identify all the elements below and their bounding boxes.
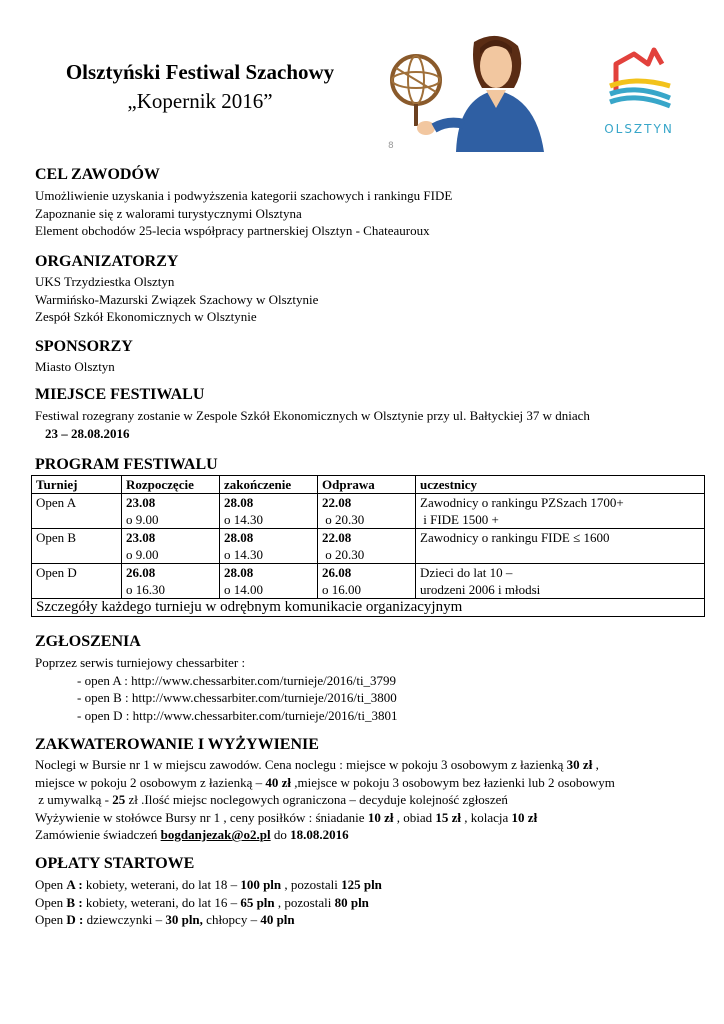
organizer-line: UKS Trzydziestka Olsztyn bbox=[35, 274, 175, 289]
table-row bbox=[32, 494, 705, 529]
section-heading-program: PROGRAM FESTIWALU bbox=[35, 456, 218, 473]
fee-line: Open D : dziewczynki – 30 pln, chłopcy – 40 pln bbox=[35, 912, 295, 927]
festival-subtitle: „Kopernik 2016” bbox=[127, 89, 273, 113]
festival-title: Olsztyński Festiwal Szachowy bbox=[65, 60, 335, 84]
section-heading-oplaty: OPŁATY STARTOWE bbox=[35, 855, 195, 872]
registration-link-open-d[interactable]: - open D : http://www.chessarbiter.com/turnieje/2016/ti_3801 bbox=[77, 707, 398, 723]
start-cell: 23.08 o 9.00 bbox=[122, 494, 220, 529]
festival-dates: 23 – 28.08.2016 bbox=[45, 425, 130, 441]
briefing-cell: 22.08 o 20.30 bbox=[318, 494, 416, 529]
oplaty-text bbox=[35, 876, 382, 929]
end-cell: 28.08 o 14.00 bbox=[220, 564, 318, 599]
column-header: Turniej bbox=[32, 476, 122, 494]
briefing-cell: 26.08 o 16.00 bbox=[318, 564, 416, 599]
participants-cell: Zawodnicy o rankingu FIDE ≤ 1600 bbox=[416, 529, 705, 564]
column-header: uczestnicy bbox=[416, 476, 705, 494]
cel-line: Zapoznanie się z walorami turystycznymi Olsztyna bbox=[35, 205, 302, 221]
section-heading-zgloszenia: ZGŁOSZENIA bbox=[35, 633, 141, 650]
start-cell: 23.08 o 9.00 bbox=[122, 529, 220, 564]
accommodation-line: Noclegi w Bursie nr 1 w miejscu zawodów. Cena noclegu : miejsce w pokoju 3 osobowym z łazienką 30 zł , bbox=[35, 757, 599, 772]
cel-text bbox=[35, 187, 452, 240]
table-note: Szczegóły każdego turnieju w odrębnym komunikacie organizacyjnym bbox=[32, 599, 705, 617]
olsztyn-logo-mark bbox=[596, 36, 682, 116]
section-heading-cel: CEL ZAWODÓW bbox=[35, 166, 160, 183]
table-row bbox=[32, 529, 705, 564]
registration-link-open-a[interactable]: - open A : http://www.chessarbiter.com/turnieje/2016/ti_3799 bbox=[77, 672, 397, 688]
briefing-cell: 22.08 o 20.30 bbox=[318, 529, 416, 564]
section-heading-zakwaterowanie: ZAKWATEROWANIE I WYŻYWIENIE bbox=[35, 736, 319, 753]
order-email-link[interactable]: bogdanjezak@o2.pl bbox=[160, 827, 271, 842]
fee-line: Open A : kobiety, weterani, do lat 18 – 100 pln , pozostali 125 pln bbox=[35, 877, 382, 892]
zgloszenia-intro: Poprzez serwis turniejowy chessarbiter : bbox=[35, 655, 246, 670]
svg-text:8: 8 bbox=[388, 141, 394, 151]
olsztyn-logo bbox=[596, 36, 682, 136]
copernicus-illustration bbox=[386, 28, 562, 152]
end-cell: 28.08 o 14.30 bbox=[220, 529, 318, 564]
participants-cell: Zawodnicy o rankingu PZSzach 1700+ i FIDE 1500 + bbox=[416, 494, 705, 529]
miejsce-line: Festiwal rozegrany zostanie w Zespole Szkół Ekonomicznych w Olsztynie przy ul. Bałtyckiej 37 w dniach bbox=[35, 408, 590, 423]
cel-line: Umożliwienie uzyskania i podwyższenia kategorii szachowych i rankingu FIDE bbox=[35, 188, 453, 203]
section-heading-organizatorzy: ORGANIZATORZY bbox=[35, 253, 179, 270]
registration-link-open-b[interactable]: - open B : http://www.chessarbiter.com/turnieje/2016/ti_3800 bbox=[77, 690, 397, 705]
column-header: Rozpoczęcie bbox=[122, 476, 220, 494]
sponsorzy-text bbox=[35, 358, 115, 376]
sponsor-line: Miasto Olsztyn bbox=[35, 359, 115, 374]
participants-cell: Dzieci do lat 10 – urodzeni 2006 i młodsi bbox=[416, 564, 705, 599]
logo-text: OLSZTYN bbox=[604, 122, 674, 136]
end-cell: 28.08 o 14.30 bbox=[220, 494, 318, 529]
table-note-row bbox=[32, 599, 705, 617]
column-header: zakończenie bbox=[220, 476, 318, 494]
organizatorzy-text bbox=[35, 273, 318, 326]
organizer-line: Warmińsko-Mazurski Związek Szachowy w Olsztynie bbox=[35, 291, 319, 307]
tournament-name: Open A bbox=[32, 494, 122, 529]
start-cell: 26.08 o 16.30 bbox=[122, 564, 220, 599]
cel-line: Element obchodów 25-lecia współpracy partnerskiej Olsztyn - Chateauroux bbox=[35, 223, 430, 238]
column-header: Odprawa bbox=[318, 476, 416, 494]
tournament-name: Open D bbox=[32, 564, 122, 599]
accommodation-line: miejsce w pokoju 2 osobowym z łazienką – 40 zł ,miejsce w pokoju 3 osobowym bez łazienki lub 2 osobowym bbox=[35, 774, 615, 790]
zgloszenia-text bbox=[35, 654, 398, 724]
miejsce-text bbox=[35, 407, 590, 442]
organizer-line: Zespół Szkół Ekonomicznych w Olsztynie bbox=[35, 309, 257, 324]
meals-line: Wyżywienie w stołówce Bursy nr 1 , ceny posiłków : śniadanie 10 zł , obiad 15 zł , kolacja 10 zł bbox=[35, 809, 538, 825]
table-header-row bbox=[32, 476, 705, 494]
fee-line: Open B : kobiety, weterani, do lat 16 – 65 pln , pozostali 80 pln bbox=[35, 894, 369, 910]
section-heading-sponsorzy: SPONSORZY bbox=[35, 338, 133, 355]
accommodation-line: z umywalką - 25 zł .Ilość miejsc noclegowych ograniczona – decyduje kolejność zgłoszeń bbox=[35, 792, 508, 807]
tournament-name: Open B bbox=[32, 529, 122, 564]
zakwaterowanie-text bbox=[35, 756, 615, 844]
order-line: Zamówienie świadczeń bogdanjezak@o2.pl do 18.08.2016 bbox=[35, 827, 349, 842]
section-heading-miejsce: MIEJSCE FESTIWALU bbox=[35, 386, 205, 403]
table-row bbox=[32, 564, 705, 599]
program-table bbox=[31, 475, 705, 617]
